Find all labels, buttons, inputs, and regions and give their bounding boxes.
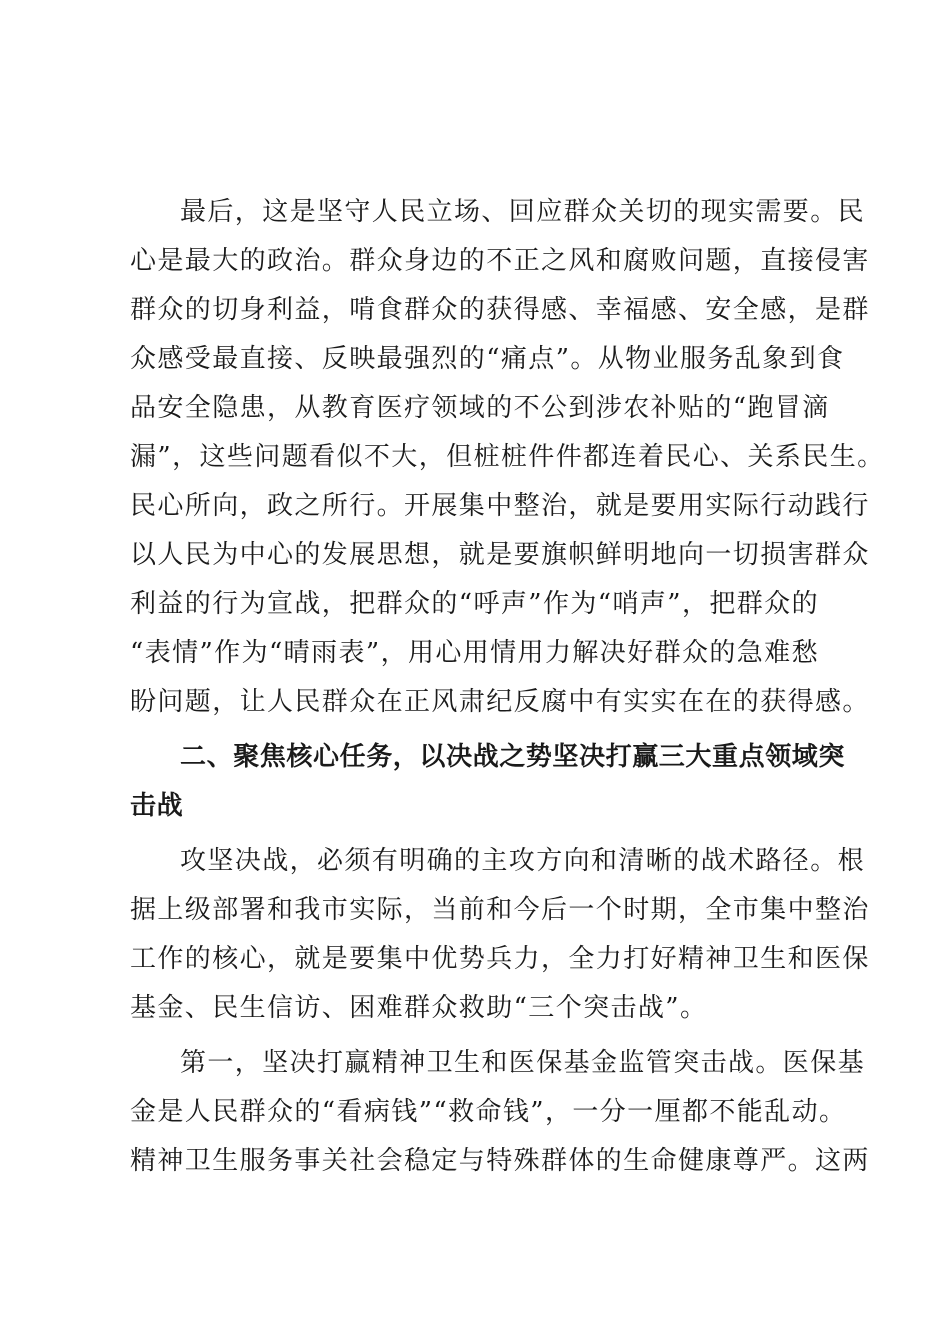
heading-line: 二、聚焦核心任务，以决战之势坚决打赢三大重点领域突 [180,742,846,772]
paragraph-core-task [130,837,870,1033]
text-line: 漏”，这些问题看似不大，但桩桩件件都连着民心、关系民生。 [130,442,885,472]
text-line: 品安全隐患，从教育医疗领域的不公到涉农补贴的“跑冒滴 [130,393,830,423]
text-line: 工作的核心，就是要集中优势兵力，全力打好精神卫生和医保 [130,944,870,974]
text-line: 精神卫生服务事关社会稳定与特殊群体的生命健康尊严。这两 [130,1146,870,1176]
text-line: 以人民为中心的发展思想，就是要旗帜鲜明地向一切损害群众 [130,540,870,570]
text-line: 民心所向，政之所行。开展集中整治，就是要用实际行动践行 [130,491,870,521]
text-line: 攻坚决战，必须有明确的主攻方向和清晰的战术路径。根 [180,846,866,876]
document-body [130,188,885,1186]
text-line: 盼问题，让人民群众在正风肃纪反腐中有实实在在的获得感。 [130,687,870,717]
text-line: “表情”作为“晴雨表”，用心用情用力解决好群众的急难愁 [130,638,819,668]
text-line: 利益的行为宣战，把群众的“呼声”作为“哨声”，把群众的 [130,589,819,619]
text-line: 基金、民生信访、困难群众救助“三个突击战”。 [130,993,708,1023]
section-heading [130,733,846,831]
text-line: 据上级部署和我市实际，当前和今后一个时期，全市集中整治 [130,895,870,925]
paragraph-medical-fund [130,1039,870,1186]
heading-line: 击战 [130,791,184,821]
text-line: 众感受最直接、反映最强烈的“痛点”。从物业服务乱象到食 [130,344,845,374]
text-line: 第一，坚决打赢精神卫生和医保基金监管突击战。医保基 [180,1048,866,1078]
text-line: 金是人民群众的“看病钱”“救命钱”，一分一厘都不能乱动。 [130,1097,847,1127]
text-line: 心是最大的政治。群众身边的不正之风和腐败问题，直接侵害 [130,246,870,276]
paragraph-people-stance [130,188,885,727]
text-line: 最后，这是坚守人民立场、回应群众关切的现实需要。民 [180,197,866,227]
text-line: 群众的切身利益，啃食群众的获得感、幸福感、安全感，是群 [130,295,870,325]
